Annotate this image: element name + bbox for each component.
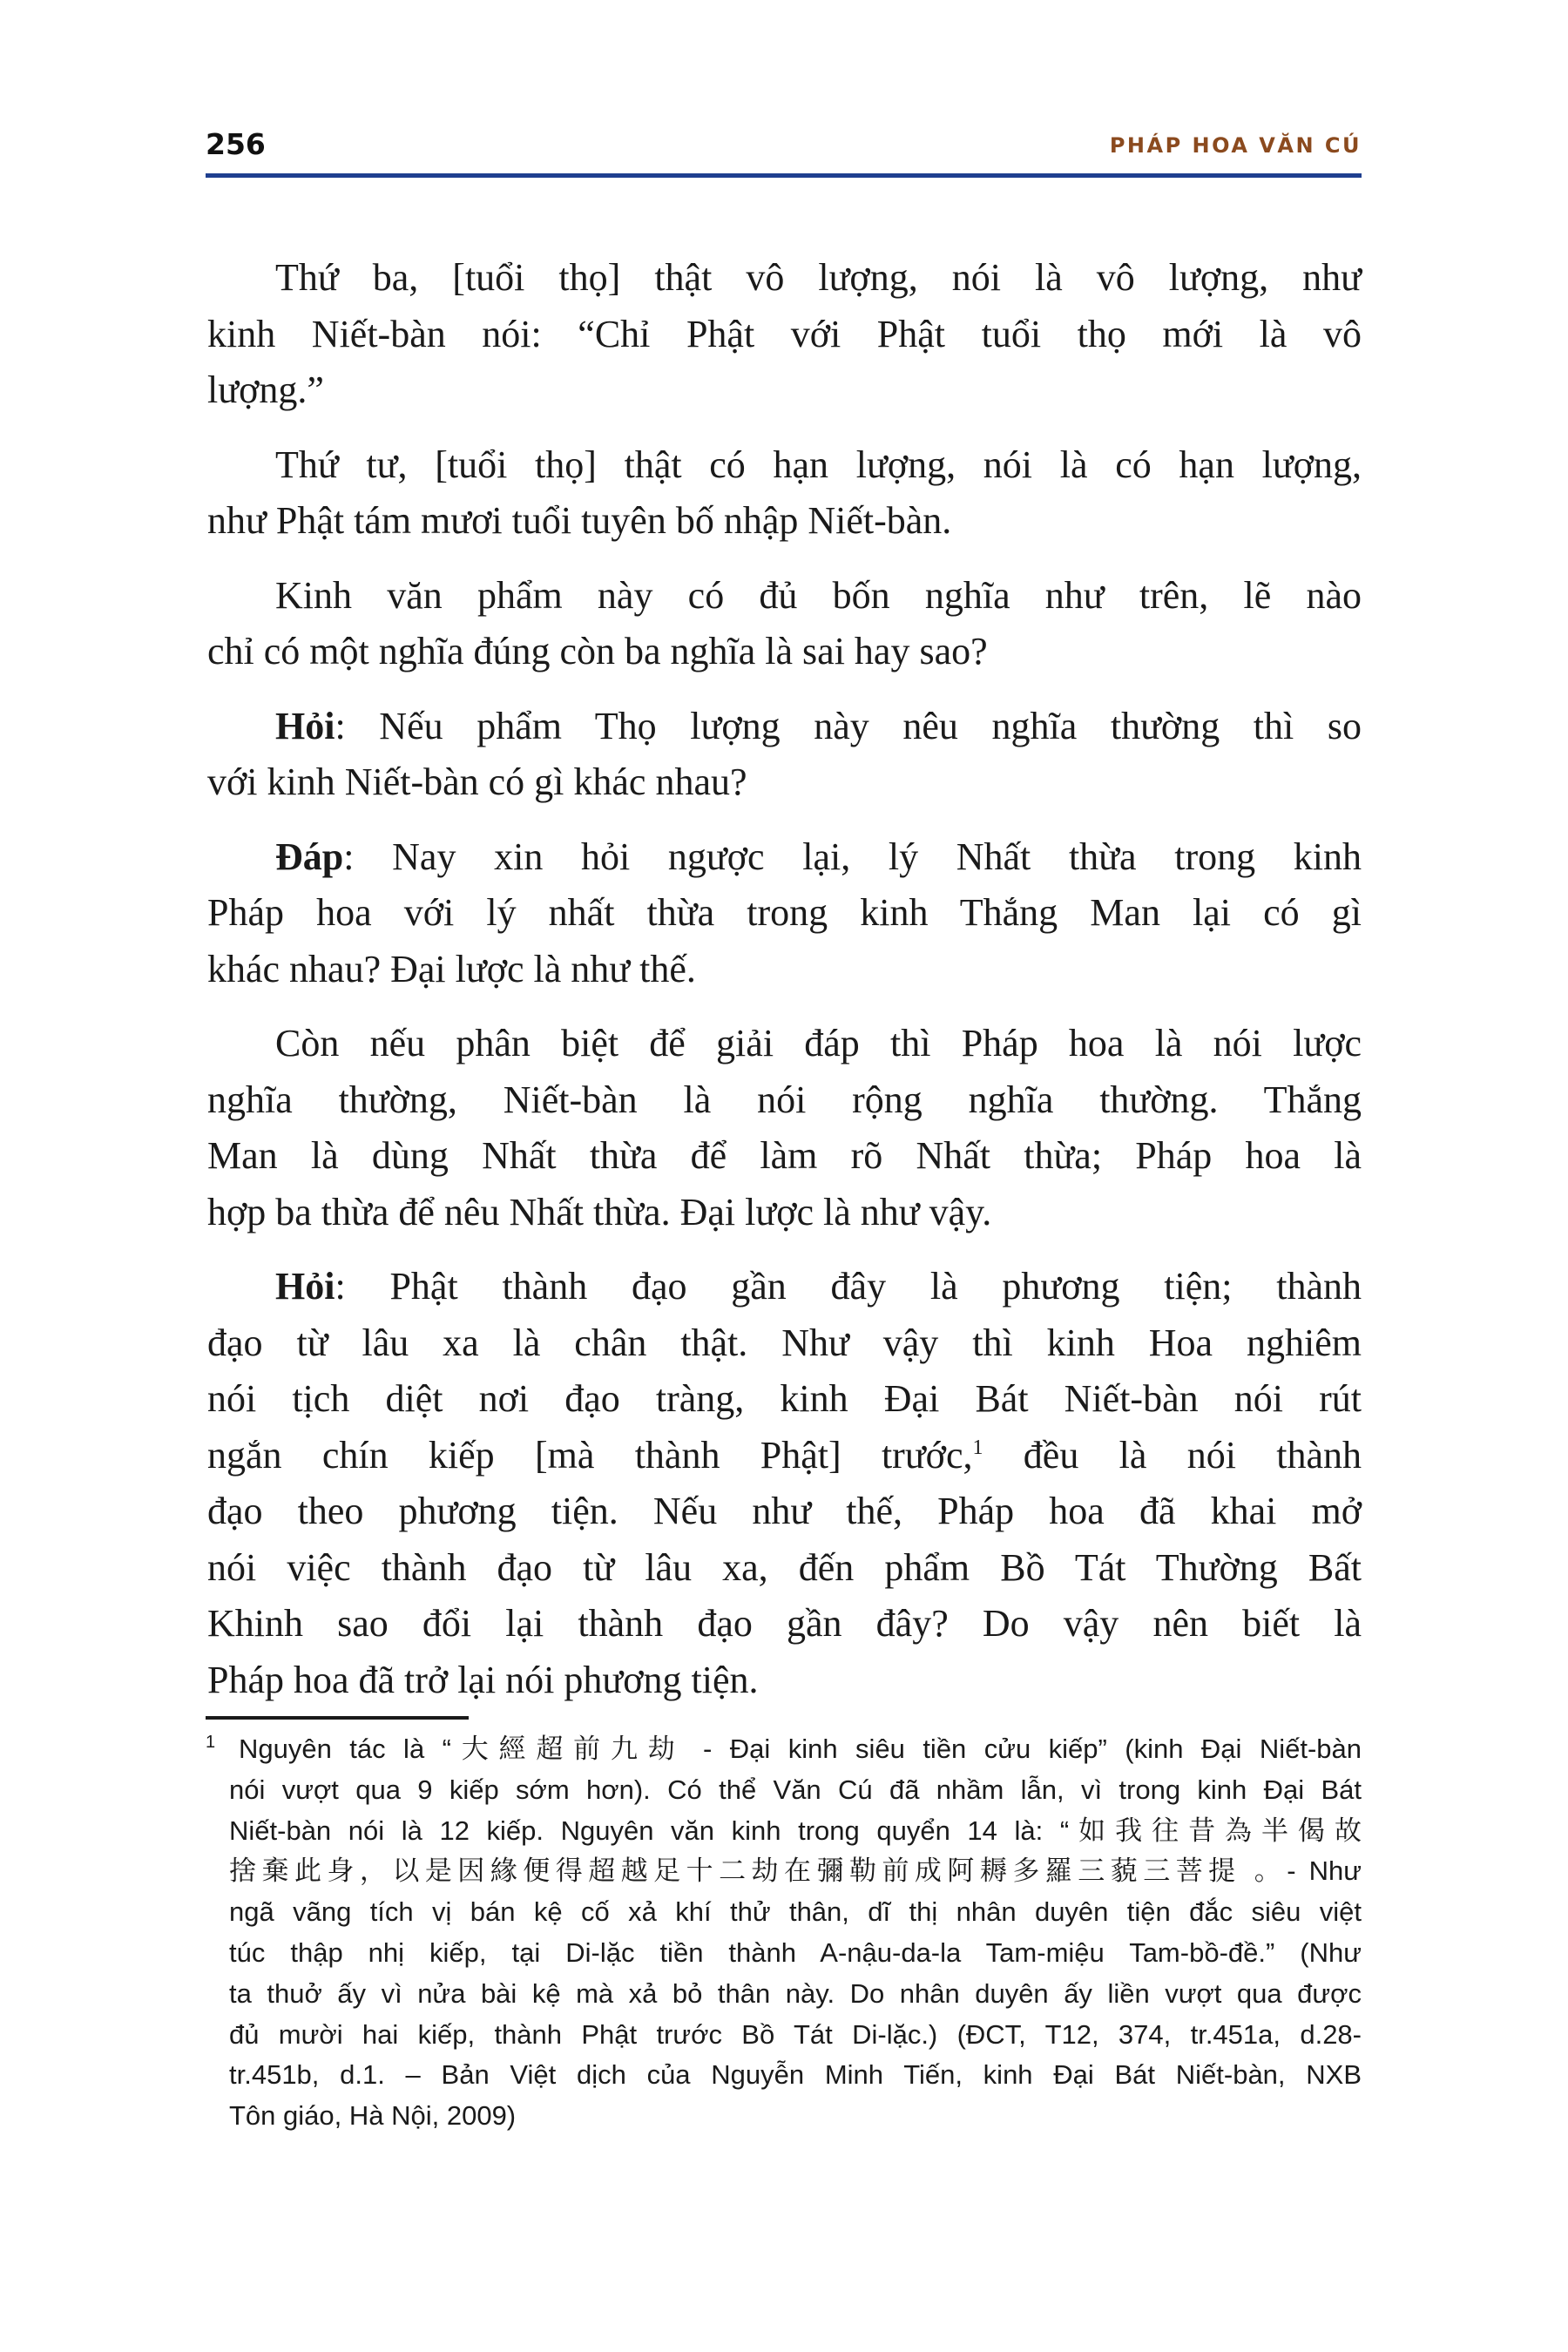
text-line bbox=[207, 885, 1362, 942]
text-line bbox=[207, 1259, 1362, 1315]
footnotes bbox=[206, 1729, 1362, 2137]
footnote-line-text: ngã vãng tích vị bán kệ cố xả khí thử thân, dĩ thị nhân duyên tiện đắc siêu việt bbox=[229, 1896, 1362, 1928]
line-text: Kinh văn phẩm này có đủ bốn nghĩa như trên, lẽ nào bbox=[275, 573, 1362, 617]
footnote-line bbox=[206, 1851, 1362, 1892]
footnote-line-text: túc thập nhị kiếp, tại Di-lặc tiền thành A-nậu-da-la Tam-miệu Tam-bồ-đề.” (Như bbox=[229, 1936, 1362, 1968]
text-line bbox=[207, 1315, 1362, 1372]
text-line bbox=[207, 493, 1362, 550]
line-text: Thứ tư, [tuổi thọ] thật có hạn lượng, nói là có hạn lượng, bbox=[275, 443, 1362, 486]
line-text: nghĩa thường, Niết-bàn là nói rộng nghĩa thường. Thắng bbox=[207, 1078, 1362, 1121]
line-text: đạo theo phương tiện. Nếu như thế, Pháp hoa đã khai mở bbox=[207, 1490, 1362, 1532]
lead-label: Đáp bbox=[275, 835, 344, 878]
footnote-line bbox=[206, 2096, 1362, 2137]
footnote-line-text: Tôn giáo, Hà Nội, 2009) bbox=[229, 2100, 517, 2132]
line-text: ngắn chín kiếp [mà thành Phật] trước, bbox=[207, 1433, 973, 1477]
text-line bbox=[207, 250, 1362, 307]
text-line bbox=[207, 754, 1362, 811]
line-text: Còn nếu phân biệt để giải đáp thì Pháp hoa là nói lược bbox=[275, 1022, 1362, 1064]
footnote-line-text: Niết-bàn nói là 12 kiếp. Nguyên văn kinh trong quyển 14 là: “如我往昔為半偈故 bbox=[229, 1815, 1362, 1846]
line-text: Pháp hoa đã trở lại nói phương tiện. bbox=[207, 1658, 759, 1701]
text-line bbox=[207, 1371, 1362, 1428]
line-text: : Phật thành đạo gần đây là phương tiện; thành bbox=[335, 1265, 1362, 1308]
text-line bbox=[207, 1072, 1362, 1129]
lead-label: Hỏi bbox=[275, 704, 335, 747]
paragraph bbox=[207, 250, 1362, 419]
text-line bbox=[207, 1652, 1362, 1709]
line-text: với kinh Niết-bàn có gì khác nhau? bbox=[207, 760, 747, 803]
body-text bbox=[207, 250, 1362, 1727]
line-text: kinh Niết-bàn nói: “Chỉ Phật với Phật tuổi thọ mới là vô bbox=[207, 312, 1362, 355]
footnote-line-text: tr.451b, d.1. – Bản Việt dịch của Nguyễn Minh Tiến, kinh Đại Bát Niết-bàn, NXB bbox=[229, 2059, 1362, 2091]
paragraph bbox=[207, 1259, 1362, 1708]
line-text: lượng.” bbox=[207, 368, 324, 411]
footnote-line-text: đủ mười hai kiếp, thành Phật trước Bồ Tát Di-lặc.) (ĐCT, T12, 374, tr.451a, d.28- bbox=[229, 2018, 1362, 2050]
text-line bbox=[207, 624, 1362, 680]
page-number: 256 bbox=[206, 127, 266, 161]
running-title: PHÁP HOA VĂN CÚ bbox=[1109, 133, 1362, 158]
line-text: Khinh sao đổi lại thành đạo gần đây? Do vậy nên biết là bbox=[207, 1602, 1362, 1645]
text-line bbox=[207, 1128, 1362, 1185]
footnote-line-text: nói vượt qua 9 kiếp sớm hơn). Có thể Văn Cú đã nhầm lẫn, vì trong kinh Đại Bát bbox=[229, 1774, 1362, 1805]
text-line bbox=[207, 362, 1362, 419]
text-line bbox=[207, 1185, 1362, 1241]
footnote-line-text: 捨棄此身，以是因緣便得超越足十二劫在彌勒前成阿耨多羅三藐三菩提 。- Như bbox=[229, 1855, 1362, 1887]
footnote-line bbox=[206, 1811, 1362, 1852]
footnote-line bbox=[206, 2055, 1362, 2096]
text-line bbox=[207, 1484, 1362, 1540]
footnote-line bbox=[206, 1974, 1362, 2015]
paragraph bbox=[207, 1016, 1362, 1240]
text-line bbox=[207, 1016, 1362, 1072]
footnote-line-text: Nguyên tác là “大經超前九劫 - Đại kinh siêu tiền cửu kiếp” (kinh Đại Niết-bàn bbox=[239, 1734, 1362, 1764]
paragraph bbox=[207, 437, 1362, 550]
line-text: Thứ ba, [tuổi thọ] thật vô lượng, nói là vô lượng, như bbox=[275, 256, 1362, 299]
line-text: như Phật tám mươi tuổi tuyên bố nhập Niết-bàn. bbox=[207, 499, 952, 542]
line-text: : Nếu phẩm Thọ lượng này nêu nghĩa thường thì so bbox=[335, 704, 1362, 747]
paragraph bbox=[207, 699, 1362, 811]
paragraph bbox=[207, 829, 1362, 998]
text-line bbox=[207, 1540, 1362, 1597]
footnote-reference[interactable]: 1 bbox=[972, 1436, 983, 1459]
line-text: đạo từ lâu xa là chân thật. Như vậy thì kinh Hoa nghiêm bbox=[207, 1321, 1362, 1364]
footnote-number: 1 bbox=[206, 1733, 216, 1752]
line-text: chỉ có một nghĩa đúng còn ba nghĩa là sai hay sao? bbox=[207, 630, 988, 672]
text-line bbox=[207, 699, 1362, 755]
line-text-after-ref: đều là nói thành bbox=[983, 1433, 1362, 1477]
paragraph bbox=[207, 568, 1362, 680]
footnote-line bbox=[206, 1770, 1362, 1811]
line-text: nói việc thành đạo từ lâu xa, đến phẩm Bồ Tát Thường Bất bbox=[207, 1545, 1362, 1589]
footnote-separator bbox=[206, 1716, 469, 1720]
footnote-line bbox=[206, 2015, 1362, 2056]
line-text: : Nay xin hỏi ngược lại, lý Nhất thừa trong kinh bbox=[343, 835, 1362, 878]
footnote-line bbox=[206, 1933, 1362, 1974]
text-line bbox=[207, 437, 1362, 494]
line-text: hợp ba thừa để nêu Nhất thừa. Đại lược là như vậy. bbox=[207, 1190, 992, 1233]
lead-label: Hỏi bbox=[275, 1265, 335, 1308]
text-line bbox=[207, 1596, 1362, 1652]
footnote-line bbox=[206, 1729, 1362, 1770]
line-text: Pháp hoa với lý nhất thừa trong kinh Thắng Man lại có gì bbox=[207, 891, 1362, 934]
line-text: nói tịch diệt nơi đạo tràng, kinh Đại Bát Niết-bàn nói rút bbox=[207, 1377, 1362, 1420]
text-line bbox=[207, 829, 1362, 886]
text-line bbox=[207, 307, 1362, 363]
footnote-line bbox=[206, 1892, 1362, 1933]
line-text: khác nhau? Đại lược là như thế. bbox=[207, 947, 696, 990]
text-line bbox=[207, 942, 1362, 998]
text-line bbox=[207, 568, 1362, 625]
line-text: Man là dùng Nhất thừa để làm rõ Nhất thừa; Pháp hoa là bbox=[207, 1134, 1362, 1177]
header-rule bbox=[206, 173, 1362, 178]
footnote bbox=[206, 1729, 1362, 2137]
footnote-line-text: ta thuở ấy vì nửa bài kệ mà xả bỏ thân này. Do nhân duyên ấy liền vượt qua được bbox=[229, 1977, 1362, 2009]
text-line bbox=[207, 1428, 1362, 1484]
